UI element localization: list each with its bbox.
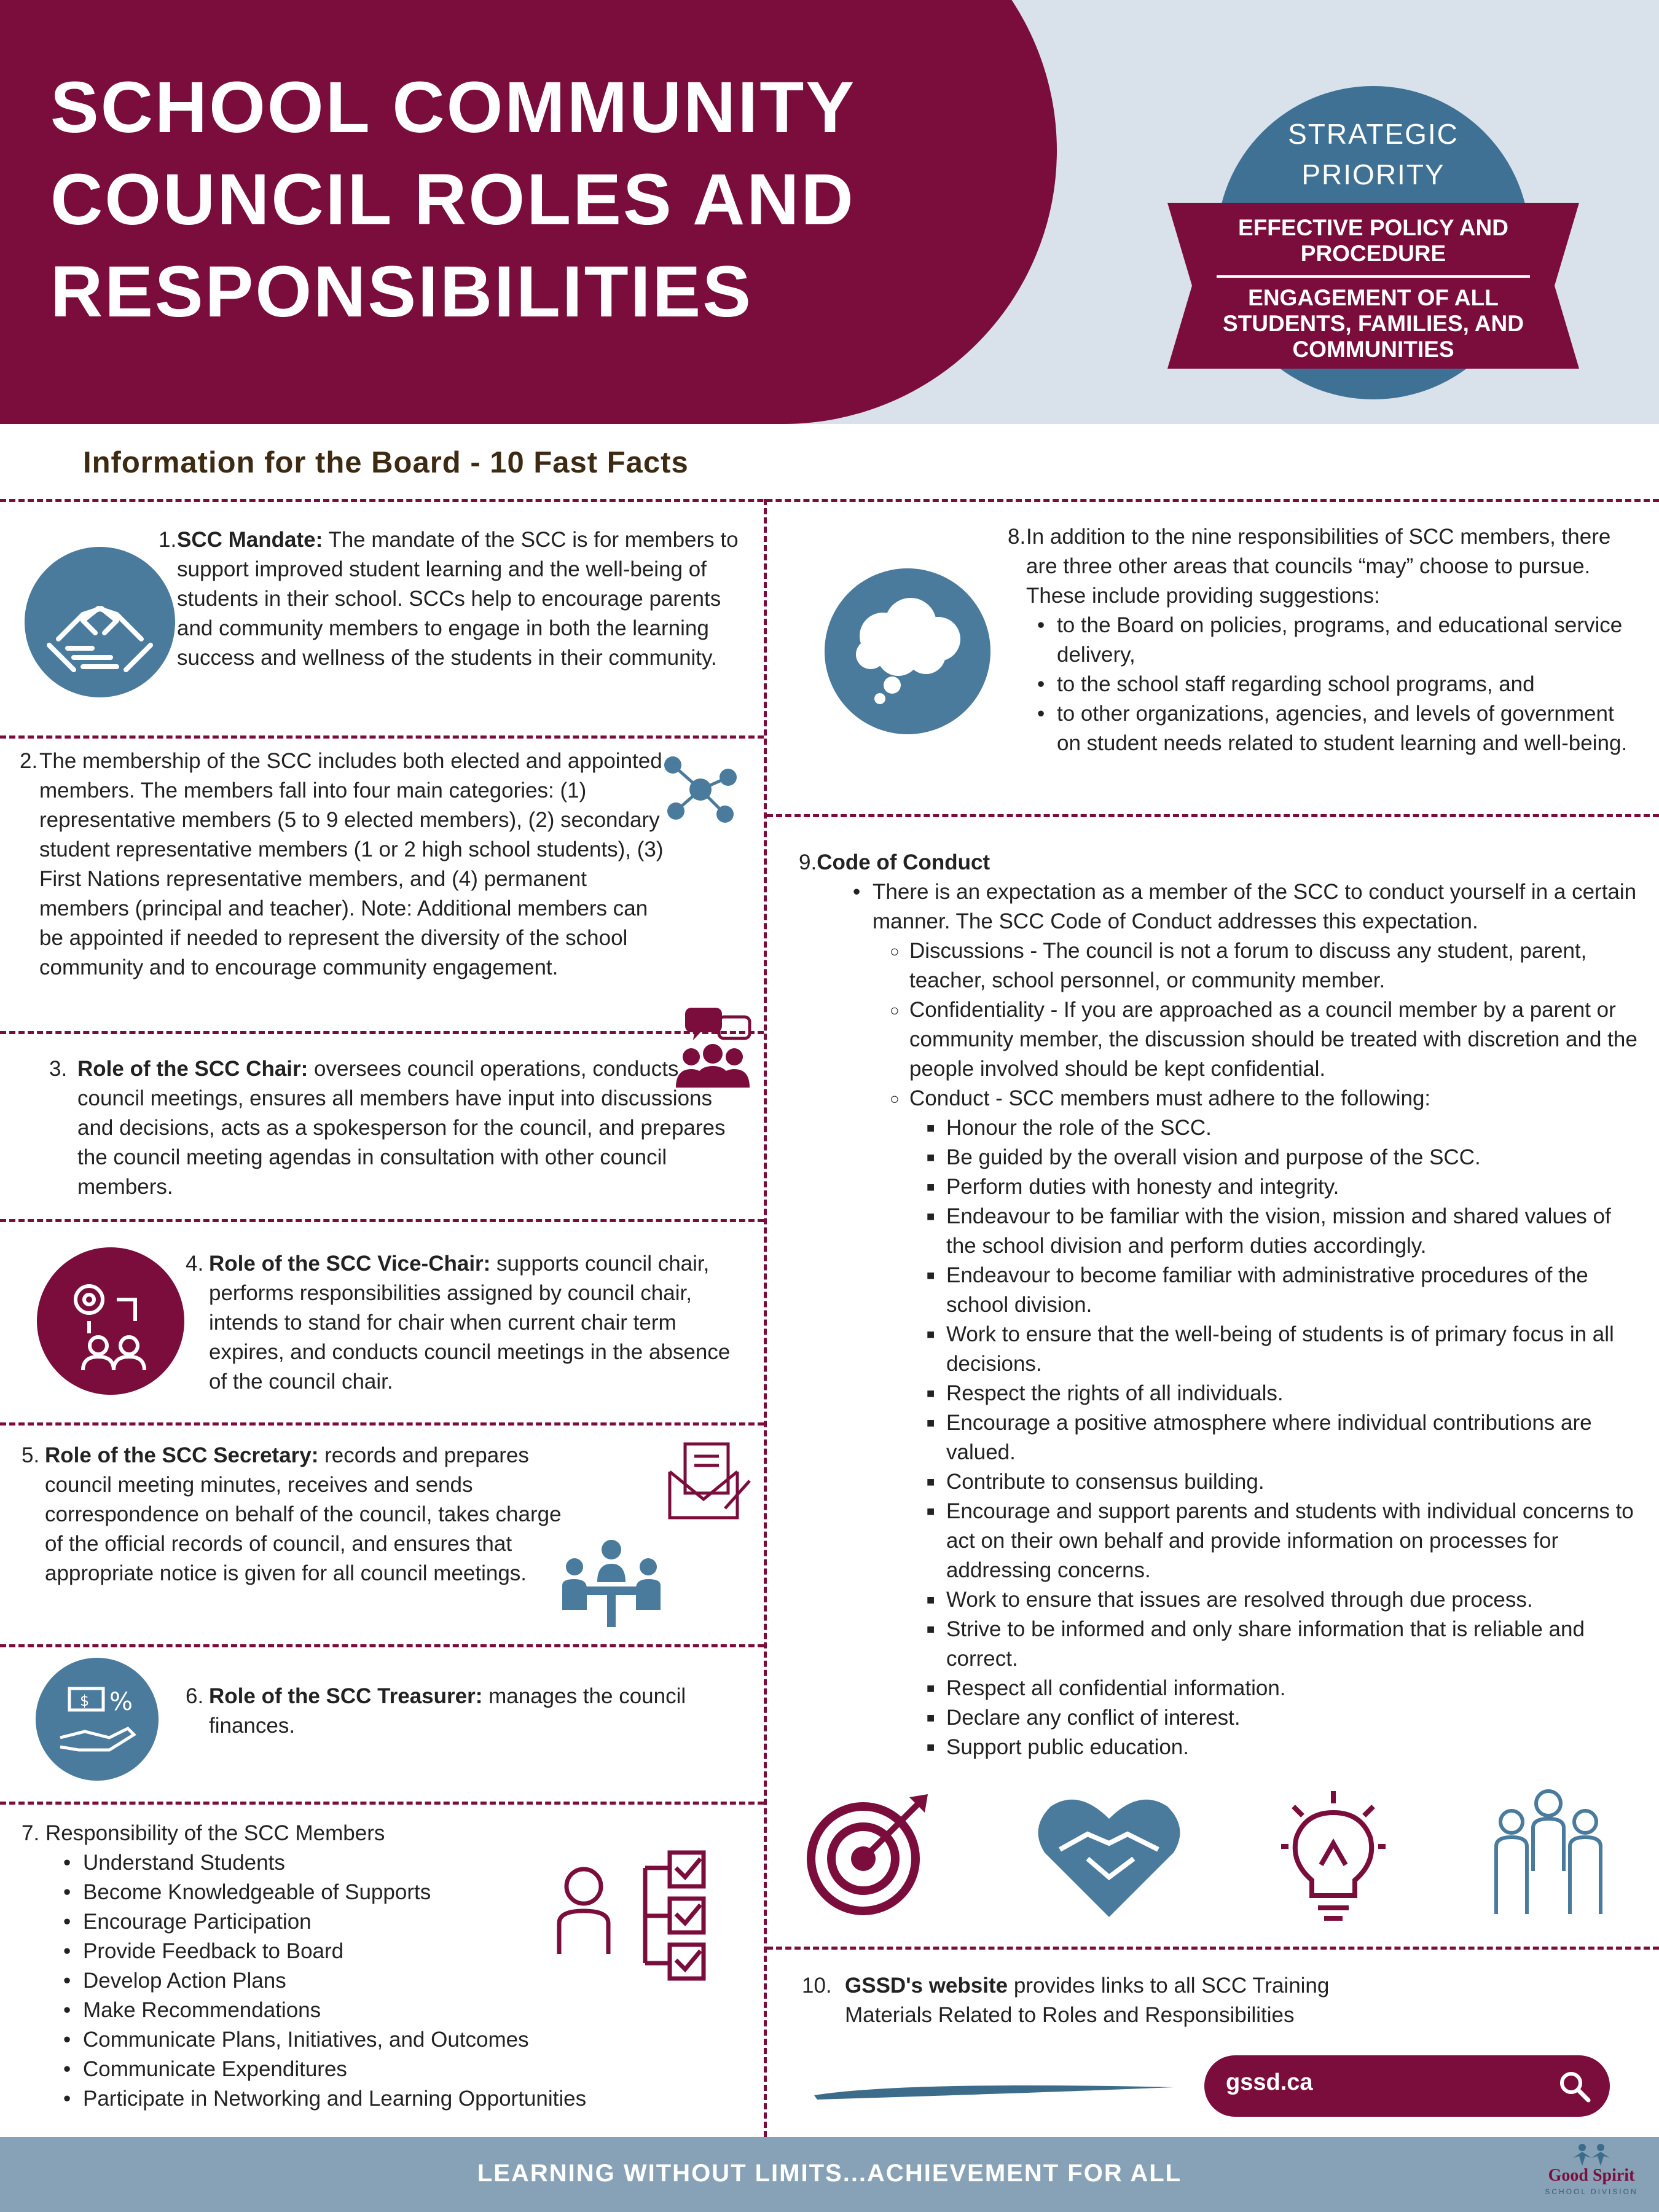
page-title [50,61,1009,338]
divider [767,814,1659,817]
search-input[interactable]: gssd.ca [1226,2069,1313,2095]
divider [0,1031,764,1034]
fact-heading: Role of the SCC Secretary: [45,1443,319,1467]
divider [0,1644,764,1647]
heart-handshake-icon [1035,1791,1183,1920]
fact-5 [22,1441,575,1588]
fact-number: 4. [186,1252,204,1276]
title-line-1: SCHOOL COMMUNITY [50,67,857,148]
svg-text:%: % [109,1688,133,1716]
fact-text: The membership of the SCC includes both elected and appointed members. The members fall into four main categories: (1) representative members (5 to 9 elected members), (2) secondary student representative members (1 or 2 high school students), (3) First Nations representative members, and (4) permanent members (principal and teacher). Note: Additional members can be appointed if needed to represent the diversity of the school community and to encourage community engagement. [39,749,664,979]
suggestions-list [1008,611,1634,758]
list-item: ■ Endeavour to be familiar with the vision, mission and shared values of the school division and perform duties accordingly. [927,1202,1641,1261]
list-item: ○ Discussions - The council is not a forum to discuss any student, parent, teacher, school personnel, or community member. [890,936,1641,995]
envelope-document-icon [667,1441,753,1521]
conduct-rules-list [799,1113,1641,1762]
svg-text:$: $ [80,1692,90,1709]
title-line-3: RESPONSIBILITIES [50,251,753,332]
money-hand-icon [36,1658,159,1781]
fact-8 [1008,522,1634,758]
fact-text: manages the council finances. [209,1684,686,1738]
fact-heading: Responsibility of the SCC Members [45,1821,385,1845]
logo: Good Spirit [1548,2166,1635,2185]
fact-number: 2. [20,749,38,773]
fact-text: The mandate of the SCC is for members to support improved student learning and the well-being of students in their school. SCCs help to encourage parents and community members to engage in both the learning success and wellness of the students in their community. [177,528,739,670]
ribbon-divider [1217,275,1530,278]
list-item: • Understand Students [63,1848,697,1878]
fact-number: 10. [802,1974,832,1998]
column-divider [764,499,767,2137]
fact-heading: GSSD's website [845,1974,1008,1998]
list-item: ■ Endeavour to become familiar with administrative procedures of the school division. [927,1261,1641,1320]
list-item: ■ Support public education. [927,1733,1641,1762]
handshake-icon [25,547,175,697]
list-item: ■ Declare any conflict of interest. [927,1703,1641,1733]
list-item: ■ Respect the rights of all individuals. [927,1379,1641,1408]
fact-number: 9. [799,850,817,874]
list-item: ■ Encourage and support parents and students with individual concerns to act on their own behalf and provide information on processes for addressing concerns. [927,1497,1641,1585]
list-item: • Become Knowledgeable of Supports [63,1878,697,1907]
brush-stroke [811,2074,1180,2104]
strategic-priority-label [1217,114,1530,195]
fact-heading: Code of Conduct [817,850,990,874]
priority-2: ENGAGEMENT OF ALL STUDENTS, FAMILIES, AND COMMUNITIES [1223,285,1524,362]
list-item: • Participate in Networking and Learning Opportunities [63,2084,697,2114]
title-line-2: COUNCIL ROLES AND [50,159,855,240]
list-item: ■ Be guided by the overall vision and purpose of the SCC. [927,1143,1641,1172]
lightbulb-icon [1281,1788,1386,1923]
sp-label-line-1: STRATEGIC [1288,118,1459,150]
fact-2 [20,747,677,982]
fact-number: 7. [22,1821,40,1845]
footer-tagline: LEARNING WITHOUT LIMITS...ACHIEVEMENT FOR ALL [477,2160,1182,2187]
fact-text: oversees council operations, conducts council meetings, ensures all members have input into discussions and decisions, acts as a spokesperson for the council, and prepares the council meeting agendas in consultation with other council members. [77,1057,726,1199]
divider [0,1802,764,1805]
list-item: ■ Work to ensure that issues are resolved through due process. [927,1585,1641,1615]
search-icon[interactable] [1558,2069,1592,2104]
list-item: • Encourage Participation [63,1907,697,1937]
logo-subtitle: SCHOOL DIVISION [1545,2187,1638,2196]
thought-bubble-icon [825,568,990,734]
target-icon [802,1788,937,1923]
conduct-sub-list [799,936,1641,1113]
fact-text: records and prepares council meeting minutes, receives and sends correspondence on behalf of the council, takes charge of the official records of council, and ensures that appropriate notice is given for all council meetings. [45,1443,562,1585]
list-item: • to other organizations, agencies, and levels of government on student needs related to student learning and well-being. [1037,699,1634,758]
fact-number: 8. [1008,525,1026,549]
list-item: • Communicate Plans, Initiatives, and Outcomes [63,2025,697,2055]
network-icon [657,750,743,830]
fact-heading: Role of the SCC Treasurer: [209,1684,483,1708]
list-item: ■ Honour the role of the SCC. [927,1113,1641,1143]
divider [0,735,764,739]
fact-4 [186,1249,751,1397]
fact-heading: Role of the SCC Chair: [77,1057,308,1081]
divider [0,1422,764,1426]
divider [767,1947,1659,1950]
people-group-icon [1487,1785,1610,1917]
fact-number: 6. [186,1684,204,1708]
list-item: • There is an expectation as a member of the SCC to conduct yourself in a certain manner. The SCC Code of Conduct addresses this expectation. [853,877,1641,936]
logo-figures-icon [1570,2143,1613,2167]
fact-number: 3. [49,1057,68,1081]
divider [0,499,1659,502]
list-item: ■ Encourage a positive atmosphere where individual contributions are valued. [927,1408,1641,1467]
list-item: ■ Respect all confidential information. [927,1674,1641,1703]
list-item: • Make Recommendations [63,1996,697,2025]
list-item: ■ Perform duties with honesty and integrity. [927,1172,1641,1202]
list-item: • Provide Feedback to Board [63,1937,697,1966]
checklist-person-icon [553,1843,713,2003]
list-item: ○ Conduct - SCC members must adhere to the following: [890,1084,1641,1113]
list-item: ■ Contribute to consensus building. [927,1467,1641,1497]
fact-10 [802,1971,1601,2030]
fact-3 [49,1054,737,1202]
fact-heading: SCC Mandate: [177,528,323,552]
subtitle: Information for the Board - 10 Fast Facts [83,446,689,479]
fact-1 [159,525,748,673]
divider [0,1219,764,1222]
sp-label-line-2: PRIORITY [1301,159,1445,190]
list-item: • Develop Action Plans [63,1966,697,1996]
list-item: • Communicate Expenditures [63,2055,697,2084]
fact-text: supports council chair, performs responsibilities assigned by council chair, intends to stand for chair when current chair term expires, and conducts council meetings in the absence of the council chair. [209,1252,731,1394]
meeting-table-icon [559,1536,664,1628]
list-item: • to the Board on policies, programs, and educational service delivery, [1037,611,1634,670]
priority-1: EFFECTIVE POLICY AND PROCEDURE [1238,215,1508,266]
list-item: ■ Strive to be informed and only share information that is reliable and correct. [927,1615,1641,1674]
list-item: ○ Confidentiality - If you are approached as a council member by a parent or community member, the discussion should be treated with discretion and the people involved should be kept confidential. [890,995,1641,1084]
fact-9 [799,848,1641,1762]
code-of-conduct-list [799,877,1641,936]
fact-heading: Role of the SCC Vice-Chair: [209,1252,491,1276]
fact-6 [186,1682,739,1741]
fact-text: In addition to the nine responsibilities of SCC members, there are three other areas that councils “may” choose to pursue. These include providing suggestions: [1026,525,1611,608]
strategic-priority-text [1204,215,1542,363]
list-item: ■ Work to ensure that the well-being of students is of primary focus in all decisions. [927,1320,1641,1379]
list-item: • to the school staff regarding school programs, and [1037,670,1634,699]
fact-number: 5. [22,1443,40,1467]
fact-number: 1. [159,528,177,552]
gear-people-icon [37,1247,184,1395]
fact-text: provides links to all SCC Training Materials Related to Roles and Responsibilities [845,1974,1330,2027]
